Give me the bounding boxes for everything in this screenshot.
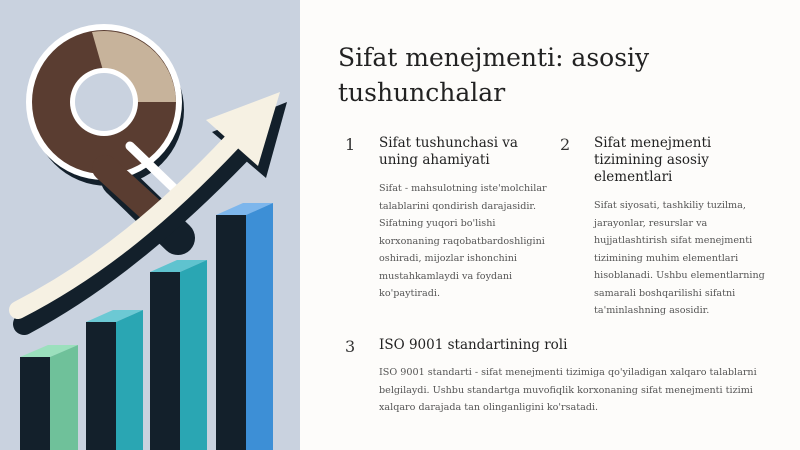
section-number: 2 (560, 135, 571, 154)
section-body: Sifat - mahsulotning iste'molchilar talablarini qondirish darajasidir. Sifatning yuqori bo'lishi korxonaning raqobatbardoshligini oshiradi, mijozlar ishonchini mustahkamlaydi va foydani ko'paytiradi. (379, 183, 547, 299)
section-body: ISO 9001 standarti - sifat menejmenti tizimiga qo'yiladigan xalqaro talablarni belgilaydi. Ushbu standartga muvofiqlik korxonaning sifat menejmenti tizimi xalqaro darajada tan olinganligini ko'rsatadi. (379, 367, 757, 413)
section-body: Sifat siyosati, tashkiliy tuzilma, jarayonlar, resurslar va hujjatlashtirish sifat menejmenti tizimining muhim elementlari hisoblanadi. Ushbu elementlarning samarali boshqarilishi sifatni ta'minlashning asosidir. (594, 200, 765, 316)
quality-growth-illustration (0, 0, 300, 450)
section-heading: Sifat menejmenti tizimining asosiy elementlari (594, 135, 712, 185)
section-heading: Sifat tushunchasi va uning ahamiyati (379, 135, 518, 168)
illustration-panel (0, 0, 300, 450)
slide-title: Sifat menejmenti: asosiy tushunchalar (338, 43, 650, 107)
section-number: 3 (345, 337, 356, 356)
section-heading: ISO 9001 standartining roli (379, 337, 568, 353)
content-area (300, 0, 800, 450)
section-number: 1 (345, 135, 356, 154)
